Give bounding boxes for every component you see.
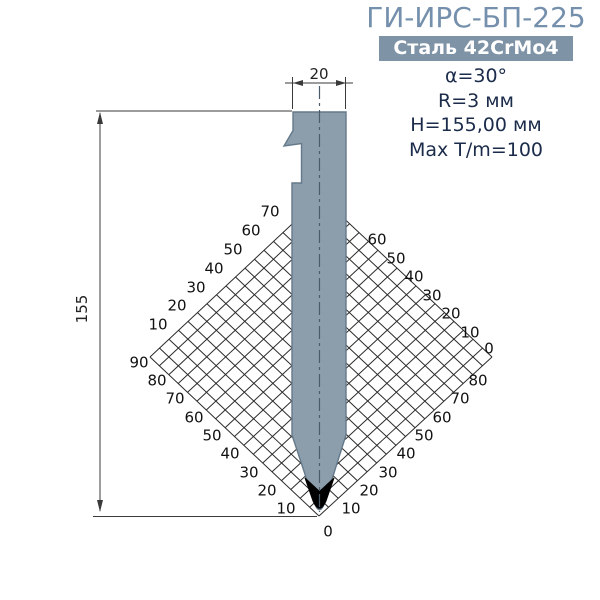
grid-scale-label-top-left-50: 50 bbox=[223, 240, 243, 259]
product-title: ГИ-ИРС-БП-225 bbox=[366, 1, 586, 34]
grid-scale-label-bottom-left-60: 60 bbox=[184, 408, 204, 427]
grid-scale-label-top-right-40: 40 bbox=[404, 267, 424, 286]
grid-scale-label-top-right-50: 50 bbox=[386, 249, 406, 268]
grid-scale-label-bottom-left-40: 40 bbox=[220, 444, 240, 463]
grid-scale-label-top-right-60: 60 bbox=[367, 230, 387, 249]
arrow-right-icon bbox=[336, 80, 346, 86]
hatch-line bbox=[263, 304, 435, 463]
grid-scale-label-bottom-left-20: 20 bbox=[257, 481, 277, 500]
height-dimension bbox=[93, 111, 317, 517]
grid-scale-label-top-left-10: 10 bbox=[148, 315, 168, 334]
spec-radius: R=3 мм bbox=[438, 89, 514, 112]
grid-scale-label-bottom-left-90: 90 bbox=[129, 353, 149, 372]
punch-body bbox=[284, 112, 346, 510]
grid-scale-label-bottom-right-50: 50 bbox=[414, 426, 434, 445]
grid-scale-label-bottom-left-80: 80 bbox=[147, 371, 167, 390]
grid-scale-label-bottom-right-70: 70 bbox=[450, 389, 470, 408]
arrow-left-icon bbox=[293, 80, 303, 86]
spec-max-tonnage: Max T/m=100 bbox=[408, 138, 544, 161]
grid-scale-label-bottom-left-30: 30 bbox=[239, 463, 259, 482]
grid-scale-label-bottom-left-10: 10 bbox=[276, 499, 296, 518]
grid-scale-label-bottom-right-20: 20 bbox=[359, 481, 379, 500]
grid-scale-label-bottom-right-60: 60 bbox=[432, 408, 452, 427]
arrow-down-icon bbox=[97, 500, 103, 512]
grid-scale-label-top-left-40: 40 bbox=[204, 259, 224, 278]
grid-scale-label-bottom-left-50: 50 bbox=[202, 426, 222, 445]
grid-scale-label-top-left-20: 20 bbox=[167, 296, 187, 315]
width-dim-label: 20 bbox=[309, 65, 329, 83]
grid-scale-label-bottom-left-70: 70 bbox=[165, 389, 185, 408]
steel-grade-badge: Сталь 42CrMo4 bbox=[379, 36, 572, 61]
grid-scale-label-bottom-right-40: 40 bbox=[396, 444, 416, 463]
grid-scale-label-bottom-right-10: 10 bbox=[341, 499, 361, 518]
spec-angle: α=30° bbox=[444, 65, 508, 87]
grid-scale-label-top-left-60: 60 bbox=[241, 221, 261, 240]
grid-scale-label-top-left-30: 30 bbox=[186, 278, 206, 297]
grid-scale-label-bottom-right-80: 80 bbox=[468, 371, 488, 390]
grid-scale-label-top-left-70: 70 bbox=[260, 202, 280, 221]
grid-scale-label-top-right-0: 0 bbox=[484, 339, 494, 358]
header bbox=[348, 2, 600, 162]
grid-scale-label-bottom-right-30: 30 bbox=[378, 463, 398, 482]
grid-scale-label-top-right-20: 20 bbox=[441, 304, 461, 323]
height-dim-label: 155 bbox=[73, 294, 91, 324]
spec-height: H=155,00 мм bbox=[410, 114, 542, 136]
arrow-up-icon bbox=[97, 112, 103, 124]
grid-scale-label-bottom-corner-0: 0 bbox=[323, 522, 333, 541]
spec-list bbox=[348, 64, 600, 162]
grid-scale-label-top-right-10: 10 bbox=[460, 323, 480, 342]
grid-scale-label-top-right-30: 30 bbox=[422, 286, 442, 305]
